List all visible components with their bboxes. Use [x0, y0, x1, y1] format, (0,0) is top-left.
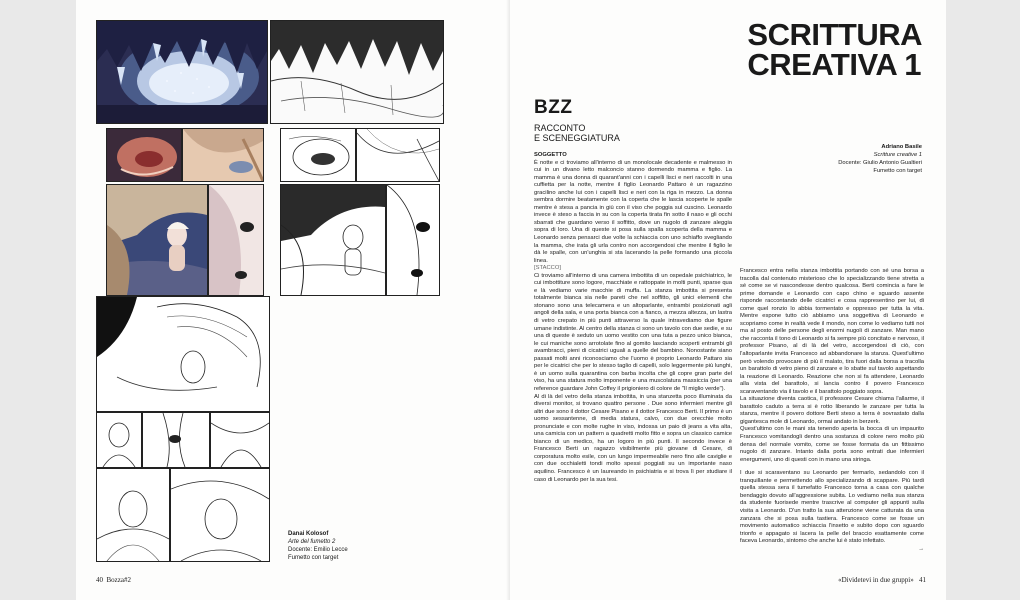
right-folio-text: «Dividetevi in due gruppi» — [838, 576, 914, 584]
author-course: Scritture creative 1 — [873, 152, 922, 158]
author-name: Adriano Basile — [881, 144, 922, 150]
paragraph: I due si scaraventano su Leonardo per fermarlo, sedandolo con il tranquillante e permettendo allo specializzando di scappare. Più tardi quella stessa sera il tumefatto Francesco torna a casa con qualche bendaggio dovuto all'aggressione subita. Lo vediamo nella sua stanza da studente fuorisede mentre trascrive al computer gli appunti sulla visita a Leonardo. D'un tratto la sua attenzione viene catturata da una zanzara che si posa sulla tastiera. Francesco come se fosse un movimento automatico schiaccia l'insetto e subito dopo con sguardo trionfo e appagato si lacera la pelle del braccio esattamente come faceva Leonardo, sintomo che anche lui è stato infettato. — [740, 470, 924, 545]
left-folio — [96, 576, 131, 584]
paragraph: Francesco entra nella stanza imbottita portando con sé una borsa a tracolla dal contenuto misterioso che lo specializzando tiene stretta a sé come se vi nascondesse dentro qualcosa. Berti comincia a fare le prime domande e Leonardo con capo chino e sguardo assente risponde raccontando delle cicatrici e cosa rappresentino per lui, di come quel ronzio lo abbia tormentato e oppresso per tutta la vita. Mentre espone tutto ciò abbiamo una soggettiva di Leonardo e scopriamo come in realtà vede il mondo, non come lo vediamo tutti noi ma al posto delle persone degli enormi nugoli di zanzare. Man mano che racconta il tono di Leonardo si fa sempre più concitato e nervoso, il professor Pisano, al di là del vetro, accorgendosi di ciò, con l'altoparlante invita Francesco ad abbandonare la stanza. Quest'ultimo però volendo provocare di più il malato, tira fuori dalla borsa a tracolla un barattolo di vetro pieno di zanzare e lo sbatte sul tavolo aspettando la reazione di Leonardo. Reazione che non si fa attendere, Leonardo alla vista del barattolo, si lancia contro il povero Francesco scaraventando via il tavolo e il barattolo poggiato sopra. — [740, 268, 924, 395]
comic-panel-small-2 — [142, 412, 210, 468]
paragraph: La situazione diventa caotica, il professore Cesare chiama l'allarme, il barattolo caduto a terra si è rotto liberando le zanzare per tutta la stanza, mentre il povero dottore Berti steso a terra è sovrastato dalla gigantesca mole di Leonardo, ormai andato in berzerk. — [740, 396, 924, 425]
comic-panel-hair-sketch — [356, 128, 440, 182]
left-page — [76, 0, 510, 600]
right-folio — [838, 576, 926, 584]
section-title-line1: SCRITTURA — [747, 17, 922, 52]
left-folio-title: Bozza#2 — [106, 576, 131, 584]
subtitle-line1: RACCONTO — [534, 123, 586, 133]
comic-panel-small-1 — [96, 412, 142, 468]
artist-credit — [288, 530, 388, 562]
comic-panel-small-3 — [210, 412, 270, 468]
comic-panel-wings — [96, 296, 270, 412]
left-page-number: 40 — [96, 576, 103, 584]
paragraph: Al di là del vetro della stanza imbottita, in una stanzetta poco illuminata da diversi monitor, si trovano quattro persone . Due sono infermieri mentre gli altri due sono il dottor Cesare Pisano e il dottor Francesco Berti. Il primo è un uomo sessantenne, di media statura, calvo, con due orecchie molto pronunciate e con molte rughe in viso, indossa un paio di jeans a vita alta, una camicia con un pattern a quadretti molto fitto e sopra un classico camice bianco di un medico, ha un logoro in più punti. Il secondo invece è Francesco Berti un ragazzo visibilmente più giovane di Cesare, di corporatura molto esile, con un lungo impermeabile nero fino alle caviglie e con due occhialetti tondi molto spessi poggiati su un importante naso aquilino. Francesco è un laureando in psichiatria e si trova lì per studiare il caso di Leonardo per la sua tesi. — [534, 393, 732, 483]
author-format: Fumetto con target — [873, 168, 922, 174]
artist-name: Danai Kolosof — [288, 531, 329, 537]
section-title-line2: CREATIVA 1 — [747, 47, 921, 82]
paragraph: È notte e ci troviamo all'interno di un monolocale decadente e malmesso in cui in un divano letto malconcio stanno dormendo mamma e figlio. La mamma è una donna di quarant'anni con i capelli lisci e neri raccolti in una cuffietta per la notte, mentre il figlio Leonardo Pattaro è un ragazzino gracilino anche lui con i capelli lisci e neri con la riga in mezzo. La donna sembra dormire beatamente con la coperta che le lascia scoperte le spalle mentre è stesa a pancia in giù con il viso che poggia sul cuscino. Leonardo invece è steso a faccia in su con la coperta tirata fin sotto il naso e gli occhi sbarrati che guardano verso il soffitto, dove un nugolo di zanzare aleggia sopra di loro. Una di queste si posa sulla spalla scoperta della mamma e Leonardo senza pensarci due volte la schiaccia con uno schiaffo svegliando la mamma, che irata gli urla contro non accorgendosi che mentre il figlio le dà le spalle, con un'unghia si sta lacerando la pelle formando una piccola linea. — [534, 159, 732, 264]
story-subtitle — [534, 123, 620, 143]
right-page — [510, 0, 946, 600]
author-teacher: Docente: Giulio Antonio Gualtieri — [838, 160, 922, 166]
scene-break: [STACCO] — [534, 265, 561, 272]
comic-panel-eye-sketch — [386, 184, 440, 296]
comic-panel-small-5 — [170, 468, 270, 562]
comic-panel-ice-cave — [96, 20, 268, 124]
author-credit — [838, 143, 922, 175]
comic-panel-hair — [182, 128, 264, 182]
text-column-2 — [740, 268, 924, 553]
artist-teacher: Docente: Emilio Lecce — [288, 547, 348, 553]
story-title: BZZ — [534, 97, 573, 118]
text-column-1 — [534, 152, 732, 484]
section-heading: SOGGETTO — [534, 152, 567, 158]
paragraph: Ci troviamo all'interno di una camera imbottita di un ospedale psichiatrico, le cui imbottiture sono logore, macchiate e rattoppate in molti punti, sparse qua e là vediamo varie macchie di muffa. La stanza imbottita si presenta totalmente bianca sia nelle pareti che nel soffitto, gli unici elementi che stonano sono una telecamera e un altoparlante, entrambi posizionati agli angoli della sala, e una porta bianca con a fianco, a mezza altezza, un lastra di vetro crepato in più punti attraverso la quale intravediamo due figure umane indistinte. Al centro della stanza ci sono un tavolo con due sedie, e su una di queste è seduto un uomo vestito con una tuta a pezzo unico bianca, le cui maniche sono arrotolate fino al gomito lasciando scoperti entrambi gli avambracci, pieni di cicatrici uguali a quelle del bambino. Nonostante siano passati molti anni riconosciamo che l'uomo è proprio Leonardo Pattaro sia per le cicatrici che per lo stesso taglio di capelli, solo leggermente più lunghi, è un uomo sulla quarantina con barba incolta che gli copre gran parte del viso, ha una statura molto imponente e una muscolatura massiccia (per una reference guardare John Coffey il prigioniero di colore de "Il miglio verde"). — [534, 272, 732, 392]
subtitle-line2: E SCENEGGIATURA — [534, 133, 620, 143]
section-title — [747, 17, 922, 82]
comic-panel-mouth-sketch — [280, 128, 356, 182]
comic-panel-eye — [208, 184, 264, 296]
comic-panel-child-bed-sketch — [280, 184, 386, 296]
comic-panel-mouth — [106, 128, 182, 182]
comic-panel-child-bed — [106, 184, 208, 296]
comic-panel-small-4 — [96, 468, 170, 562]
artist-course: Arte del fumetto 2 — [288, 539, 336, 545]
artist-format: Fumetto con target — [288, 555, 339, 561]
right-page-number: 41 — [919, 576, 926, 584]
comic-panel-ice-cave-sketch — [270, 20, 444, 124]
paragraph: Quest'ultimo con le mani sta tenendo aperta la bocca di un impaurito Francesco vomitandogli dentro una sostanza di colore nero molto più densa del normale vomito, come se fosse formata da un fittissimo nugolo di zanzare. Intanto dalla porta sono entrati due infermieri energumeni, uno di questi con in mano una siringa. — [740, 426, 924, 463]
continue-arrow: → — [918, 545, 924, 552]
